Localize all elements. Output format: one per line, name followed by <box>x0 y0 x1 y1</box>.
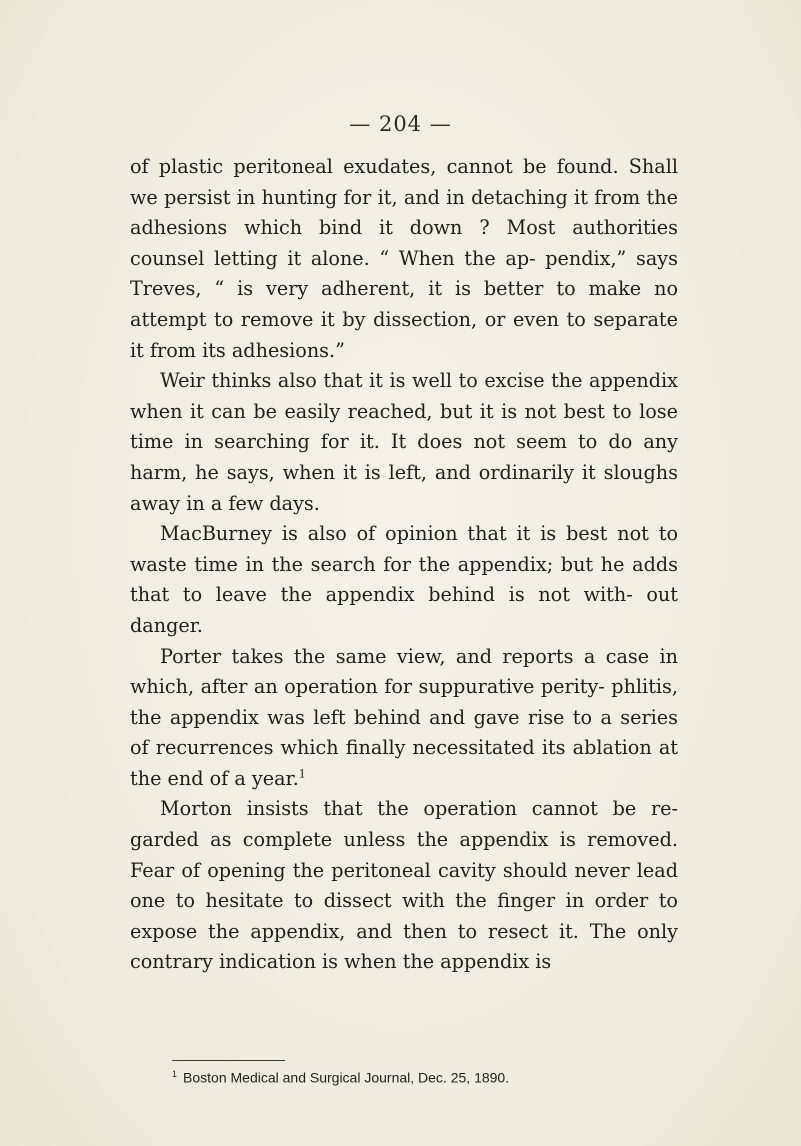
paragraph-1-text: of plastic peritoneal exudates, cannot be found. Shall we persist in hunting for it, and in detaching it from the adhesions which bind it down ? Most authorities counsel letting it alone. “ When the ap- pendix,” says Treves, “ is very adherent, it is better to make no attempt to remove it by dissection, or even to separate it from its adhesions.” <box>130 155 678 362</box>
footnote-divider <box>172 1060 285 1061</box>
paragraph-3 <box>130 519 678 641</box>
page-number: — 204 — <box>349 112 452 136</box>
footnote-text: Boston Medical and Surgical Journal, Dec. 25, 1890. <box>183 1069 510 1086</box>
footnote <box>172 1069 692 1086</box>
footnote-mark: 1 <box>172 1069 178 1079</box>
paragraph-5-text: Morton insists that the operation cannot be re- garded as complete unless the appendix is removed. Fear of opening the peritoneal cavity should never lead one to hesitate to dissect with the finger in order to expose the appendix, and then to resect it. The only contrary indication is when the appendix is <box>130 797 678 974</box>
paragraph-4 <box>130 642 678 795</box>
paragraph-3-text: MacBurney is also of opinion that it is best not to waste time in the search for the appendix; but he adds that to leave the appendix behind is not with- out danger. <box>130 522 678 637</box>
paragraph-4-text: Porter takes the same view, and reports a case in which, after an operation for suppurative perity- phlitis, the appendix was left behind and gave rise to a series of recurrences which finally necessitated its ablation at the end of a year. <box>130 644 678 790</box>
body-text <box>130 152 678 978</box>
paragraph-5 <box>130 794 678 978</box>
paragraph-2-text: Weir thinks also that it is well to excise the appendix when it can be easily reached, but it is not best to lose time in searching for it. It does not seem to do any harm, he says, when it is left, and ordinarily it sloughs away in a few days. <box>130 369 678 515</box>
footnote-reference: 1 <box>298 767 306 781</box>
paragraph-1 <box>130 152 678 366</box>
paragraph-2 <box>130 366 678 519</box>
